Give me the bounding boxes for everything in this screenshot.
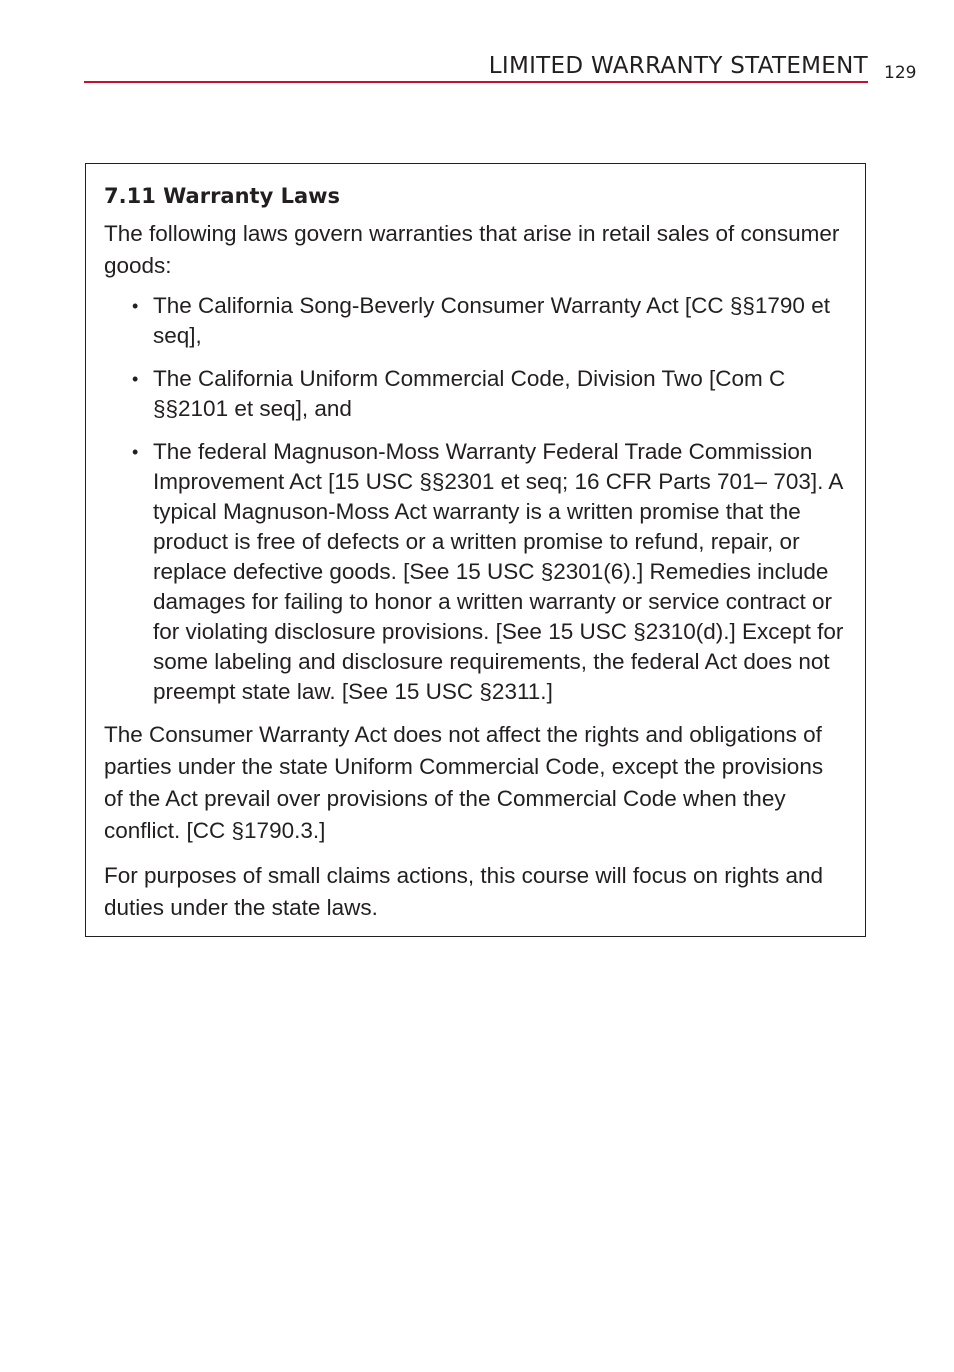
page-number: 129 — [884, 63, 917, 83]
small-claims-paragraph: For purposes of small claims actions, this course will focus on rights and duties under the state laws. — [104, 863, 824, 920]
header-rule — [84, 81, 868, 83]
header-title: LIMITED WARRANTY STATEMENT — [488, 53, 868, 79]
consumer-warranty-paragraph: The Consumer Warranty Act does not affect the rights and obligations of parties under the state Uniform Commercial Code, except the provisions of the Act prevail over provisions of the Commercial Code when they conflict. [CC §1790.3.] — [104, 722, 824, 843]
laws-list — [104, 291, 847, 707]
list-item-text: The federal Magnuson-Moss Warranty Federal Trade Commission Improvement Act [15 USC §§2301 et seq; 16 CFR Parts 701– 703]. A typical Magnuson-Moss Act warranty is a written promise that the product is free of defects or a written promise to refund, repair, or replace defective goods. [See 15 USC §2301(6).] Remedies include damages for failing to honor a written warranty or service contract or for violating disclosure provisions. [See 15 USC §2310(d).] Except for some labeling and disclosure requirements, the federal Act does not preempt state law. [See 15 USC §2311.] — [153, 439, 844, 704]
list-item — [104, 291, 847, 351]
section-title: 7.11 Warranty Laws — [104, 184, 341, 208]
bullet-icon: • — [132, 296, 139, 316]
page-header — [84, 52, 868, 84]
list-item — [104, 364, 847, 424]
list-item — [104, 437, 847, 707]
warranty-laws-box — [85, 163, 866, 937]
bullet-icon: • — [132, 442, 139, 462]
intro-paragraph: The following laws govern warranties that arise in retail sales of consumer goods: — [104, 221, 840, 278]
list-item-text: The California Uniform Commercial Code, Division Two [Com C §§2101 et seq], and — [153, 366, 786, 421]
bullet-icon: • — [132, 369, 139, 389]
list-item-text: The California Song-Beverly Consumer Warranty Act [CC §§1790 et seq], — [153, 293, 830, 348]
